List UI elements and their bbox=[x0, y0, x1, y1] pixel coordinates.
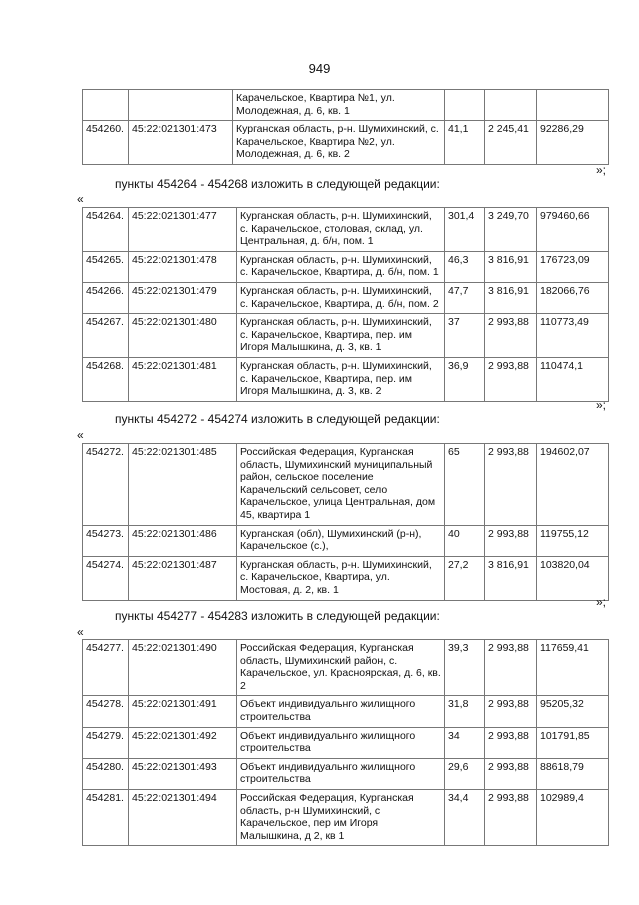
page-number: 949 bbox=[308, 61, 331, 76]
address-cell: Курганская область, р-н. Шумихинский, с. Карачельское, Квартира, д. б/н, пом. 1 bbox=[237, 251, 445, 282]
table-row bbox=[83, 556, 609, 600]
row-number-cell: 454268. bbox=[83, 357, 129, 401]
row-number-cell bbox=[83, 90, 129, 121]
table-row bbox=[83, 357, 609, 401]
rate-cell: 2 245,41 bbox=[485, 121, 537, 165]
cadastral-value-cell: 182066,76 bbox=[537, 282, 609, 313]
cadastral-number-cell: 45:22:021301:480 bbox=[129, 314, 237, 358]
cadastral-value-cell: 176723,09 bbox=[537, 251, 609, 282]
address-cell: Российская Федерация, Курганская область, Шумихинский муниципальный район, сельское поселение Карачельский сельсовет, село Карачельское, улица Центральная, дом 45, квартира 1 bbox=[237, 444, 445, 526]
row-number-cell: 454280. bbox=[83, 758, 129, 789]
row-number-cell: 454265. bbox=[83, 251, 129, 282]
opening-quote: « bbox=[77, 625, 84, 639]
cadastral-value-cell bbox=[537, 90, 609, 121]
area-cell: 39,3 bbox=[445, 640, 485, 696]
cadastral-value-cell: 117659,41 bbox=[537, 640, 609, 696]
row-number-cell: 454264. bbox=[83, 208, 129, 252]
section-intro: пункты 454277 - 454283 изложить в следующей редакции: bbox=[115, 609, 440, 623]
closing-quote: »; bbox=[596, 398, 607, 412]
area-cell: 41,1 bbox=[445, 121, 485, 165]
cadastral-number-cell: 45:22:021301:479 bbox=[129, 282, 237, 313]
cadastral-number-cell: 45:22:021301:481 bbox=[129, 357, 237, 401]
cadastral-value-cell: 88618,79 bbox=[537, 758, 609, 789]
cadastral-number-cell: 45:22:021301:494 bbox=[129, 789, 237, 845]
row-number-cell: 454267. bbox=[83, 314, 129, 358]
row-number-cell: 454273. bbox=[83, 525, 129, 556]
table-row bbox=[83, 727, 609, 758]
area-cell bbox=[445, 90, 485, 121]
area-cell: 37 bbox=[445, 314, 485, 358]
table-row bbox=[83, 789, 609, 845]
cadastral-value-cell: 103820,04 bbox=[537, 556, 609, 600]
row-number-cell: 454272. bbox=[83, 444, 129, 526]
table-row bbox=[83, 251, 609, 282]
row-number-cell: 454279. bbox=[83, 727, 129, 758]
area-cell: 27,2 bbox=[445, 556, 485, 600]
cadastral-number-cell: 45:22:021301:477 bbox=[129, 208, 237, 252]
closing-quote: »; bbox=[596, 163, 607, 177]
address-cell: Объект индивидуальнго жилищного строительства bbox=[237, 727, 445, 758]
address-cell: Российская Федерация, Курганская область, р-н Шумихинский, с Карачельское, пер им Игоря Малышкина, д 2, кв 1 bbox=[237, 789, 445, 845]
cadastral-value-cell: 95205,32 bbox=[537, 696, 609, 727]
rate-cell: 3 816,91 bbox=[485, 251, 537, 282]
cadastral-value-cell: 101791,85 bbox=[537, 727, 609, 758]
table-row bbox=[83, 444, 609, 526]
cadastral-number-cell: 45:22:021301:485 bbox=[129, 444, 237, 526]
rate-cell: 3 816,91 bbox=[485, 556, 537, 600]
area-cell: 301,4 bbox=[445, 208, 485, 252]
cadastral-number-cell: 45:22:021301:486 bbox=[129, 525, 237, 556]
row-number-cell: 454281. bbox=[83, 789, 129, 845]
opening-quote: « bbox=[77, 428, 84, 442]
row-number-cell: 454277. bbox=[83, 640, 129, 696]
section-intro: пункты 454264 - 454268 изложить в следующей редакции: bbox=[115, 177, 440, 191]
address-cell: Объект индивидуальнго жилищного строительства bbox=[237, 696, 445, 727]
address-cell: Курганская область, р-н. Шумихинский, с. Карачельское, Квартира, д. б/н, пом. 2 bbox=[237, 282, 445, 313]
rate-cell: 3 816,91 bbox=[485, 282, 537, 313]
area-cell: 47,7 bbox=[445, 282, 485, 313]
address-cell: Российская Федерация, Курганская область, Шумихинский район, с. Карачельское, ул. Красноярская, д. 6, кв. 2 bbox=[237, 640, 445, 696]
cadastral-value-cell: 119755,12 bbox=[537, 525, 609, 556]
address-cell: Курганская область, р-н. Шумихинский, с. Карачельское, Квартира, пер. им Игоря Малышкина, д. 3, кв. 2 bbox=[237, 357, 445, 401]
section-intro: пункты 454272 - 454274 изложить в следующей редакции: bbox=[115, 412, 440, 426]
rate-cell bbox=[485, 90, 537, 121]
cadastral-value-cell: 102989,4 bbox=[537, 789, 609, 845]
area-cell: 36,9 bbox=[445, 357, 485, 401]
cadastral-number-cell: 45:22:021301:491 bbox=[129, 696, 237, 727]
rate-cell: 2 993,88 bbox=[485, 640, 537, 696]
table-row bbox=[83, 525, 609, 556]
opening-quote: « bbox=[77, 192, 84, 206]
row-number-cell: 454260. bbox=[83, 121, 129, 165]
address-cell: Курганская область, р-н. Шумихинский, с. Карачельское, Квартира №2, ул. Молодежная, д. 6, кв. 2 bbox=[233, 121, 445, 165]
rate-cell: 2 993,88 bbox=[485, 727, 537, 758]
cadastral-value-cell: 92286,29 bbox=[537, 121, 609, 165]
row-number-cell: 454278. bbox=[83, 696, 129, 727]
table-section-1 bbox=[82, 207, 609, 402]
table-section-3 bbox=[82, 639, 609, 846]
table-row bbox=[83, 640, 609, 696]
table-row bbox=[83, 758, 609, 789]
address-cell: Объект индивидуальнго жилищного строительства bbox=[237, 758, 445, 789]
cadastral-value-cell: 194602,07 bbox=[537, 444, 609, 526]
cadastral-number-cell: 45:22:021301:473 bbox=[129, 121, 233, 165]
table-row bbox=[83, 121, 609, 165]
rate-cell: 2 993,88 bbox=[485, 314, 537, 358]
rate-cell: 2 993,88 bbox=[485, 758, 537, 789]
area-cell: 31,8 bbox=[445, 696, 485, 727]
address-cell: Карачельское, Квартира №1, ул. Молодежная, д. 6, кв. 1 bbox=[233, 90, 445, 121]
area-cell: 34 bbox=[445, 727, 485, 758]
rate-cell: 3 249,70 bbox=[485, 208, 537, 252]
rate-cell: 2 993,88 bbox=[485, 357, 537, 401]
table-section-2 bbox=[82, 443, 609, 601]
cadastral-value-cell: 110773,49 bbox=[537, 314, 609, 358]
row-number-cell: 454274. bbox=[83, 556, 129, 600]
cadastral-number-cell bbox=[129, 90, 233, 121]
cadastral-number-cell: 45:22:021301:490 bbox=[129, 640, 237, 696]
cadastral-number-cell: 45:22:021301:492 bbox=[129, 727, 237, 758]
rate-cell: 2 993,88 bbox=[485, 696, 537, 727]
rate-cell: 2 993,88 bbox=[485, 789, 537, 845]
area-cell: 40 bbox=[445, 525, 485, 556]
area-cell: 46,3 bbox=[445, 251, 485, 282]
cadastral-number-cell: 45:22:021301:493 bbox=[129, 758, 237, 789]
rate-cell: 2 993,88 bbox=[485, 444, 537, 526]
cadastral-number-cell: 45:22:021301:487 bbox=[129, 556, 237, 600]
table-continuation bbox=[82, 89, 609, 165]
rate-cell: 2 993,88 bbox=[485, 525, 537, 556]
address-cell: Курганская (обл), Шумихинский (р-н), Карачельское (с.), bbox=[237, 525, 445, 556]
cadastral-value-cell: 979460,66 bbox=[537, 208, 609, 252]
area-cell: 65 bbox=[445, 444, 485, 526]
area-cell: 34,4 bbox=[445, 789, 485, 845]
table-row bbox=[83, 696, 609, 727]
area-cell: 29,6 bbox=[445, 758, 485, 789]
cadastral-value-cell: 110474,1 bbox=[537, 357, 609, 401]
table-row bbox=[83, 90, 609, 121]
table-row bbox=[83, 314, 609, 358]
table-row bbox=[83, 208, 609, 252]
address-cell: Курганская область, р-н. Шумихинский, с. Карачельское, столовая, склад, ул. Центральная, д. б/н, пом. 1 bbox=[237, 208, 445, 252]
table-row bbox=[83, 282, 609, 313]
address-cell: Курганская область, р-н. Шумихинский, с. Карачельское, Квартира, пер. им Игоря Малышкина, д. 3, кв. 1 bbox=[237, 314, 445, 358]
row-number-cell: 454266. bbox=[83, 282, 129, 313]
closing-quote: »; bbox=[596, 595, 607, 609]
address-cell: Курганская область, р-н. Шумихинский, с. Карачельское, Квартира, ул. Мостовая, д. 2, кв. 1 bbox=[237, 556, 445, 600]
cadastral-number-cell: 45:22:021301:478 bbox=[129, 251, 237, 282]
